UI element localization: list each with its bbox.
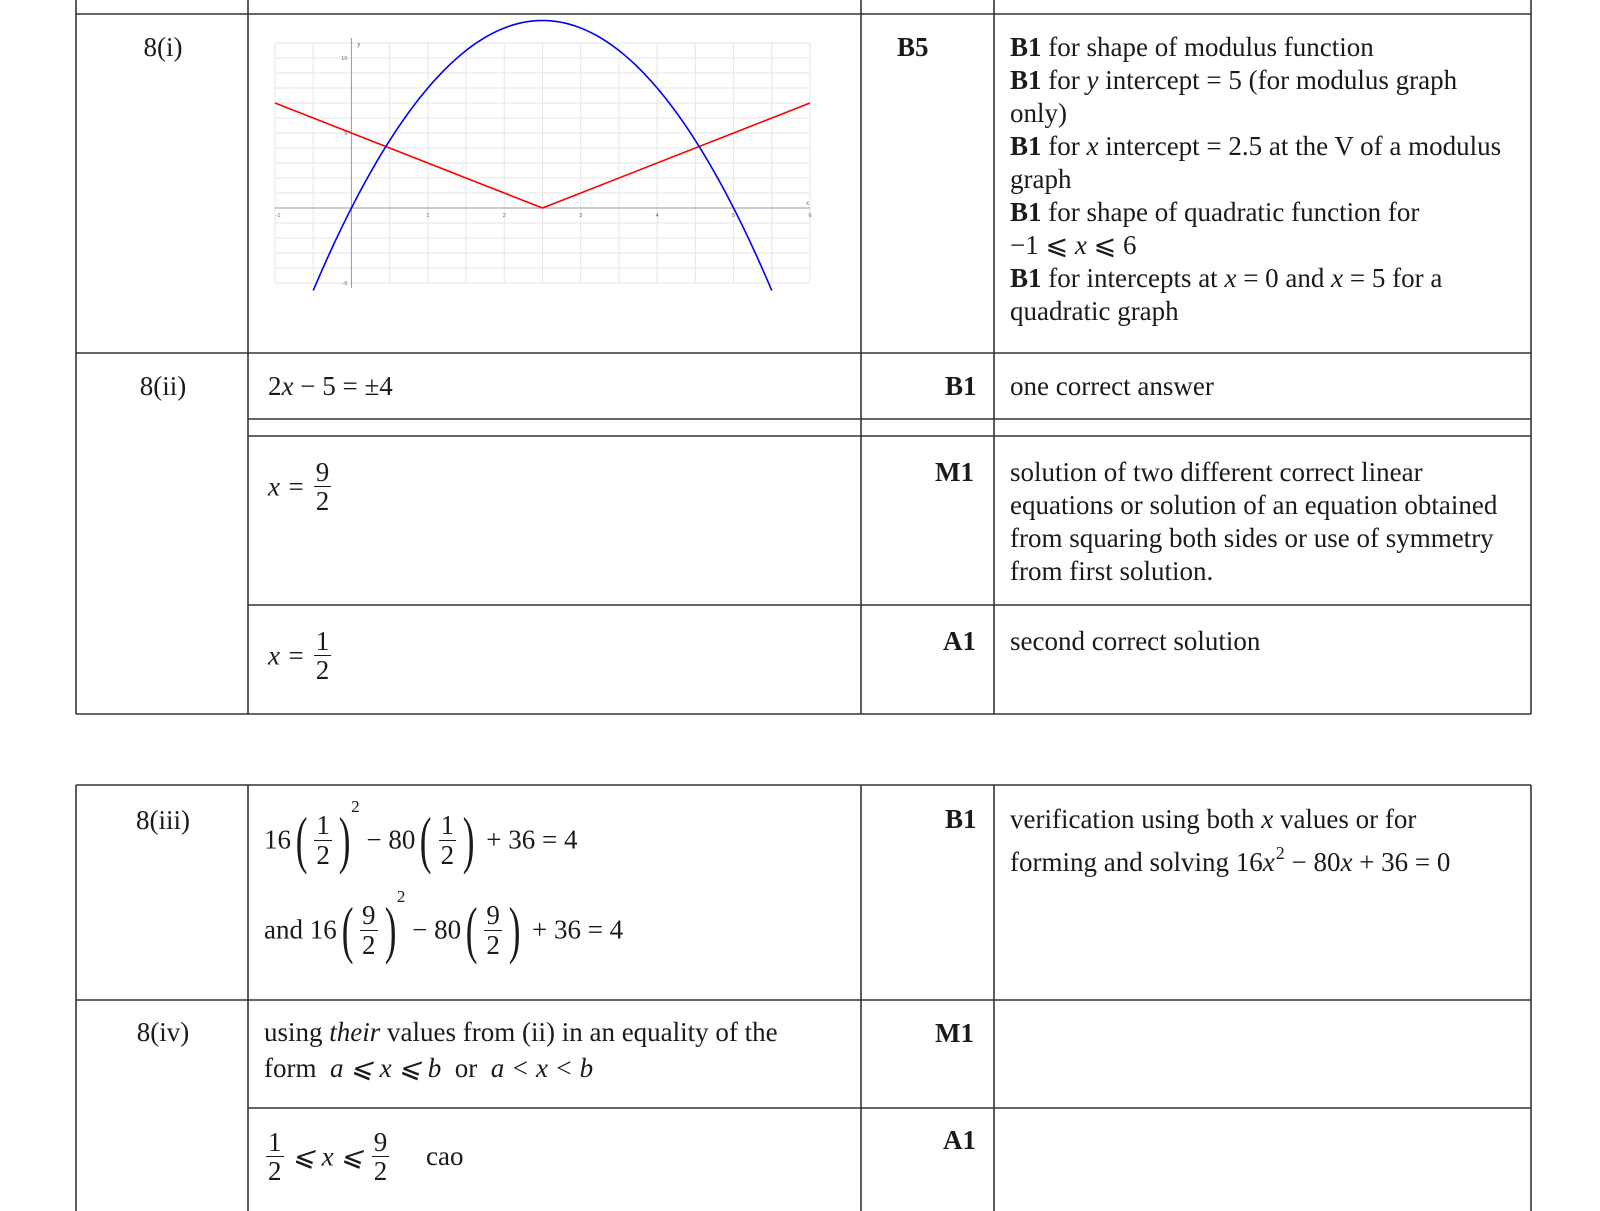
guidance-8iii-line1: verification using both x values or for <box>1010 804 1417 834</box>
guidance-8i-line2: B1 for y intercept = 5 (for modulus graph only) <box>1010 65 1458 128</box>
graph-tick-labels <box>276 42 812 287</box>
marks-m1-8ii: M1 <box>935 457 974 487</box>
marks-8iv-m1: M1 <box>935 1018 974 1048</box>
y-tick-label: 5 <box>344 131 348 137</box>
marks-8i: B5 <box>897 32 929 62</box>
x-tick-label: -1 <box>275 213 281 219</box>
marks-a1-8ii: A1 <box>943 626 976 656</box>
y-tick-label: -5 <box>342 281 348 287</box>
answer-8iii-line1: 16 ( $\frac{1}{2}$ ) $^2$ − 80 ( $\frac{1}{2}$ ) + 36 = 4 <box>264 797 578 875</box>
y-tick-label: 10 <box>341 56 348 62</box>
marks-8iv-a1: A1 <box>943 1125 976 1155</box>
guidance-8i <box>1010 31 1505 328</box>
graph-modulus-quadratic <box>275 38 810 288</box>
answer-x-equals-1-over-2: x = $\frac{1}{2}$ <box>268 626 330 686</box>
answer-8iv-inequality: $\frac{1}{2}$ ⩽ x ⩽ $\frac{9}{2}$ cao <box>268 1127 464 1187</box>
question-number-8ii: 8(ii) <box>139 371 187 401</box>
y-axis-label: y <box>357 42 361 48</box>
graph-grid <box>275 43 810 283</box>
x-tick-label: 5 <box>732 213 736 219</box>
x-tick-label: 2 <box>502 213 506 219</box>
guidance-a1-8ii: second correct solution <box>1010 626 1261 656</box>
x-tick-label: 4 <box>655 213 659 219</box>
answer-8iii-line2: and 16 ( $\frac{9}{2}$ ) $^2$ − 80 ( $\frac{9}{2}$ ) + 36 = 4 <box>264 887 624 965</box>
question-number-8iv: 8(iv) <box>136 1017 190 1047</box>
x-tick-label: 1 <box>426 213 430 219</box>
question-number-8i: 8(i) <box>143 32 183 62</box>
guidance-m1-8ii: solution of two different correct linear equations or solution of an equation obtained from squaring both sides or use of symmetry from first solution. <box>1010 457 1498 586</box>
x-axis-label: x <box>806 201 809 207</box>
guidance-8i-line4: B1 for shape of quadratic function for <box>1010 197 1420 227</box>
guidance-8i-line3: B1 for x intercept = 2.5 at the V of a modulus graph <box>1010 131 1502 194</box>
answer-x-equals-9-over-2: x = $\frac{9}{2}$ <box>268 457 330 517</box>
guidance-8i-line1: B1 for shape of modulus function <box>1010 32 1374 62</box>
guidance-8iii-line2: forming and solving $16x^2 - 80x + 36 = 0$ <box>1010 843 1451 877</box>
answer-8iv-line1: using their values from (ii) in an equality of the <box>264 1017 778 1047</box>
marks-8ii: B1 <box>945 371 977 401</box>
guidance-8i-line5: −1 ⩽ x ⩽ 6 <box>1010 230 1137 260</box>
answer-8ii-equation: 2x − 5 = ±4 <box>268 371 393 401</box>
x-tick-label: 6 <box>808 213 812 219</box>
guidance-8ii: one correct answer <box>1010 371 1214 401</box>
question-number-8iii: 8(iii) <box>136 805 190 835</box>
answer-8iv-line2: form a ⩽ x ⩽ b or a < x < b <box>264 1053 594 1083</box>
x-tick-label: 3 <box>579 213 583 219</box>
marks-8iii: B1 <box>945 804 977 834</box>
guidance-8i-line6: B1 for intercepts at x = 0 and x = 5 for a quadratic graph <box>1010 263 1443 326</box>
